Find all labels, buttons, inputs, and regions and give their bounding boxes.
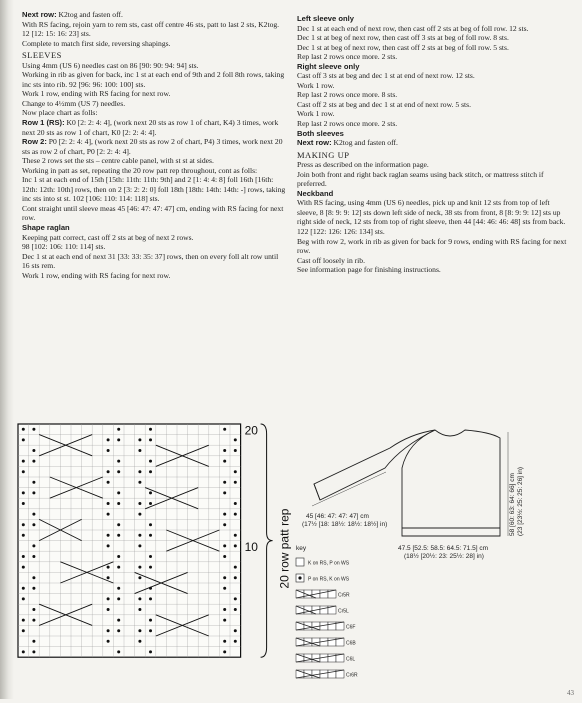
purl-dot bbox=[117, 555, 120, 558]
instruction-line bbox=[297, 71, 567, 81]
measurement-label: 45 [46: 47: 47: 47] cm bbox=[306, 513, 369, 520]
key-label: P on RS, K on WS bbox=[308, 576, 350, 583]
purl-dot bbox=[149, 523, 152, 526]
bold-label: Right sleeve only bbox=[297, 61, 360, 71]
instruction-text: 122 [122: 126: 126: 134] sts. bbox=[297, 227, 385, 237]
instruction-line bbox=[22, 204, 286, 223]
measurement-label: (23 [23½: 25: 25: 26] in) bbox=[517, 466, 524, 536]
instruction-text: Cast off 3 sts at beg and dec 1 st at end of next row. 12 sts. bbox=[297, 71, 475, 81]
instruction-text: K2tog and fasten off. bbox=[56, 10, 123, 19]
purl-dot bbox=[223, 428, 226, 431]
instruction-text: Using 4mm (US 6) needles cast on 86 [90: 90: 94: 94] sts. bbox=[22, 60, 199, 70]
purl-dot bbox=[138, 544, 141, 547]
instruction-line bbox=[297, 129, 567, 139]
instruction-line bbox=[297, 43, 567, 53]
bold-label: Neckband bbox=[297, 188, 334, 198]
instruction-line bbox=[297, 62, 567, 72]
purl-dot bbox=[107, 449, 110, 452]
instruction-line bbox=[22, 70, 286, 89]
instruction-line bbox=[297, 237, 567, 256]
purl-dot bbox=[234, 534, 237, 537]
instruction-line bbox=[297, 198, 567, 227]
purl-dot bbox=[223, 449, 226, 452]
instruction-text: Complete to match first side, reversing shapings. bbox=[22, 38, 171, 48]
purl-dot bbox=[117, 491, 120, 494]
purl-dot bbox=[138, 566, 141, 569]
purl-dot bbox=[107, 534, 110, 537]
purl-dot bbox=[107, 481, 110, 484]
bold-label: Left sleeve only bbox=[297, 14, 354, 23]
purl-dot bbox=[107, 544, 110, 547]
purl-dot bbox=[32, 428, 35, 431]
purl-dot bbox=[234, 502, 237, 505]
instruction-text: Dec 1 st at beg of next row, then cast off 3 sts at beg of foll row. 8 sts. bbox=[297, 33, 509, 43]
purl-dot bbox=[32, 619, 35, 622]
instruction-line bbox=[22, 137, 286, 156]
instruction-line bbox=[297, 160, 567, 170]
instruction-line bbox=[22, 166, 286, 176]
purl-dot bbox=[22, 650, 25, 653]
instruction-line bbox=[297, 14, 567, 24]
purl-dot bbox=[107, 470, 110, 473]
purl-dot bbox=[117, 587, 120, 590]
instruction-text: Change to 4½mm (US 7) needles. bbox=[22, 98, 126, 108]
purl-dot bbox=[117, 438, 120, 441]
purl-dot bbox=[234, 438, 237, 441]
purl-dot bbox=[107, 513, 110, 516]
instruction-text: With RS facing, rejoin yarn to rem sts, cast off centre 46 sts, patt to last 2 sts, K2tog. 12 [12: 15: 16: 23] sts. bbox=[22, 19, 280, 39]
instruction-text: Press as described on the information page. bbox=[297, 160, 429, 170]
purl-dot bbox=[117, 650, 120, 653]
instruction-text: Join both front and right back raglan seams using back stitch, or mattress stitch if preferred. bbox=[297, 169, 544, 189]
purl-dot bbox=[107, 629, 110, 632]
purl-dot bbox=[149, 619, 152, 622]
purl-dot bbox=[32, 544, 35, 547]
purl-dot bbox=[32, 640, 35, 643]
section-heading: MAKING UP bbox=[297, 149, 350, 160]
instruction-line bbox=[22, 118, 286, 137]
purl-dot bbox=[32, 576, 35, 579]
instruction-line bbox=[22, 61, 286, 71]
purl-dot bbox=[32, 513, 35, 516]
purl-dot bbox=[234, 640, 237, 643]
purl-dot bbox=[107, 502, 110, 505]
instruction-text: Beg with row 2, work in rib as given for back for 9 rows, ending with RS facing for next row. bbox=[297, 236, 567, 256]
purl-dot bbox=[234, 629, 237, 632]
purl-dot bbox=[22, 534, 25, 537]
instruction-line bbox=[22, 99, 286, 109]
purl-dot bbox=[138, 470, 141, 473]
key-label: Cr6R bbox=[346, 672, 358, 679]
purl-dot bbox=[32, 587, 35, 590]
purl-dot bbox=[223, 491, 226, 494]
instruction-line bbox=[297, 138, 567, 148]
purl-dot bbox=[107, 576, 110, 579]
instruction-line bbox=[297, 33, 567, 43]
purl-dot bbox=[22, 460, 25, 463]
instruction-line bbox=[22, 252, 286, 271]
purl-dot bbox=[32, 523, 35, 526]
purl-dot bbox=[234, 608, 237, 611]
instruction-line bbox=[297, 109, 567, 119]
instruction-line bbox=[22, 10, 286, 20]
purl-dot bbox=[22, 502, 25, 505]
instruction-line bbox=[297, 256, 567, 266]
purl-dot bbox=[234, 513, 237, 516]
bold-label: Shape raglan bbox=[22, 223, 70, 233]
purl-dot bbox=[22, 619, 25, 622]
purl-dot bbox=[149, 534, 152, 537]
instruction-line bbox=[22, 223, 286, 233]
instruction-text: P0 [2: 2: 4: 4], (work next 20 sts as row 2 of chart, P4) 3 times, work next 20 sts as row 2 of chart, P0 [2: 2: 4: 4]. bbox=[22, 137, 283, 156]
instruction-text: Rep last 2 rows once more. 2 sts. bbox=[297, 119, 398, 129]
instruction-text: Keeping patt correct, cast off 2 sts at beg of next 2 rows. bbox=[22, 232, 194, 242]
rep-label: 20 row patt rep bbox=[277, 508, 292, 589]
bold-label: Next row: bbox=[22, 10, 57, 19]
instruction-text: Dec 1 st at beg of next row, then cast off 2 sts at beg of foll row. 5 sts. bbox=[297, 42, 509, 52]
measurement-label: (17½ [18: 18½: 18½: 18½] in) bbox=[302, 521, 388, 528]
purl-dot bbox=[32, 449, 35, 452]
purl-dot bbox=[234, 597, 237, 600]
key-swatch bbox=[320, 606, 328, 614]
purl-dot bbox=[138, 629, 141, 632]
purl-dot bbox=[32, 650, 35, 653]
instruction-text: Dec 1 st at each end of next 31 [33: 33: 35: 37] rows, then on every foll alt row until 16 sts rem. bbox=[22, 251, 279, 271]
instruction-line bbox=[297, 100, 567, 110]
key-label: C6B bbox=[346, 640, 356, 647]
instruction-line bbox=[22, 175, 286, 204]
instruction-text: See information page for finishing instructions. bbox=[297, 265, 441, 275]
purl-dot bbox=[138, 608, 141, 611]
purl-dot bbox=[223, 608, 226, 611]
purl-dot bbox=[32, 608, 35, 611]
cuff-line bbox=[314, 484, 320, 500]
purl-dot bbox=[32, 491, 35, 494]
garment-diagram bbox=[290, 418, 560, 703]
purl-dot bbox=[138, 502, 141, 505]
right-text-column bbox=[297, 14, 567, 275]
measurement-label: 58 [60: 63: 64: 66] cm bbox=[509, 473, 516, 536]
purl-dot bbox=[223, 481, 226, 484]
purl-dot bbox=[22, 587, 25, 590]
instruction-text: These 2 rows set the sts – centre cable panel, with st st at sides. bbox=[22, 156, 214, 166]
purl-dot bbox=[138, 640, 141, 643]
purl-dot bbox=[107, 438, 110, 441]
purl-dot bbox=[117, 470, 120, 473]
instruction-text: Work 1 row, ending with RS facing for next row. bbox=[22, 89, 171, 99]
bold-label: Row 2: bbox=[22, 137, 47, 147]
instruction-line bbox=[22, 242, 286, 252]
key-label: C6F bbox=[346, 624, 356, 631]
purl-dot bbox=[117, 566, 120, 569]
purl-dot bbox=[22, 470, 25, 473]
purl-dot bbox=[117, 460, 120, 463]
purl-dot bbox=[22, 555, 25, 558]
purl-dot bbox=[149, 502, 152, 505]
purl-dot bbox=[234, 566, 237, 569]
purl-dot bbox=[22, 428, 25, 431]
purl-dot bbox=[223, 650, 226, 653]
bold-label: Next row: bbox=[297, 138, 332, 148]
purl-dot bbox=[107, 640, 110, 643]
purl-dot bbox=[149, 491, 152, 494]
purl-dot bbox=[22, 597, 25, 600]
instruction-line bbox=[22, 271, 286, 281]
purl-dot bbox=[117, 428, 120, 431]
purl-dot bbox=[223, 576, 226, 579]
instruction-line bbox=[22, 108, 286, 118]
purl-dot bbox=[117, 629, 120, 632]
book-spine-shadow bbox=[0, 0, 14, 699]
purl-dot bbox=[149, 566, 152, 569]
purl-dot bbox=[234, 470, 237, 473]
instruction-text: 98 [102: 106: 110: 114] sts. bbox=[22, 242, 106, 252]
purl-dot bbox=[149, 438, 152, 441]
purl-dot bbox=[149, 470, 152, 473]
instruction-line bbox=[297, 189, 567, 199]
purl-dot bbox=[223, 460, 226, 463]
instruction-line bbox=[297, 227, 567, 237]
instruction-line bbox=[22, 39, 286, 49]
purl-dot bbox=[22, 566, 25, 569]
instruction-text: Dec 1 st at each end of next row, then cast off 2 sts at beg of foll row. 12 sts. bbox=[297, 23, 529, 33]
key-swatch bbox=[320, 590, 328, 598]
instruction-line bbox=[297, 265, 567, 275]
instruction-text: K2tog and fasten off. bbox=[331, 138, 398, 148]
instruction-text: Rep last 2 rows once more. 8 sts. bbox=[297, 90, 398, 100]
cable-chart bbox=[16, 420, 292, 677]
left-text-column bbox=[22, 10, 286, 280]
purl-dot bbox=[149, 555, 152, 558]
bold-label: Row 1 (RS): bbox=[22, 118, 65, 128]
rep-brace bbox=[261, 424, 273, 657]
instruction-line bbox=[22, 89, 286, 99]
purl-dot bbox=[22, 491, 25, 494]
purl-dot bbox=[223, 587, 226, 590]
purl-dot bbox=[138, 513, 141, 516]
key-swatch bbox=[296, 558, 304, 566]
instruction-line bbox=[297, 52, 567, 62]
chart-row-label: 20 bbox=[244, 423, 258, 438]
purl-dot bbox=[223, 523, 226, 526]
purl-dot bbox=[117, 597, 120, 600]
purl-dot bbox=[149, 629, 152, 632]
purl-dot bbox=[117, 523, 120, 526]
measurement-label: 47.5 [52.5: 58.5: 64.5: 71.5] cm bbox=[398, 545, 488, 552]
instruction-text: Inc 1 st at each end of 15th [15th: 11th: 11th: 9th] and 2 [1: 4: 4: 8] foll 16th [16th: 12th: 12th: 10th] rows, then on 2 [3: 2: 2: 0] foll 18th [18th: 14th: 14th: -] rows, taking inc sts into st st. 102 [106: 110: 114: 118] sts. bbox=[22, 175, 286, 204]
purl-dot bbox=[234, 544, 237, 547]
purl-dot bbox=[22, 629, 25, 632]
instruction-text: Work 1 row. bbox=[297, 109, 335, 119]
chart-row-label: 10 bbox=[244, 540, 258, 555]
purl-dot bbox=[117, 534, 120, 537]
purl-dot bbox=[22, 438, 25, 441]
purl-dot bbox=[234, 481, 237, 484]
purl-dot bbox=[234, 576, 237, 579]
instruction-line bbox=[22, 233, 286, 243]
purl-dot bbox=[32, 460, 35, 463]
purl-dot bbox=[223, 619, 226, 622]
purl-dot bbox=[138, 438, 141, 441]
bold-label: Both sleeves bbox=[297, 128, 344, 138]
purl-dot bbox=[223, 513, 226, 516]
instruction-text: Work 1 row, ending with RS facing for next row. bbox=[22, 270, 171, 280]
instruction-line bbox=[297, 119, 567, 129]
purl-dot bbox=[32, 555, 35, 558]
instruction-text: K0 [2: 2: 4: 4], (work next 20 sts as row 1 of chart, K4) 3 times, work next 20 sts as row 1 of chart, K0 [2: 2: 4: 4]. bbox=[22, 118, 279, 137]
section-heading: SLEEVES bbox=[22, 50, 62, 61]
purl-dot bbox=[149, 460, 152, 463]
purl-dot bbox=[149, 597, 152, 600]
key-label: C6L bbox=[346, 656, 356, 663]
purl-dot bbox=[107, 597, 110, 600]
body-outline bbox=[402, 430, 500, 536]
instruction-text: Work 1 row. bbox=[297, 80, 335, 90]
purl-dot bbox=[107, 566, 110, 569]
instruction-text: Cast off loosely in rib. bbox=[297, 255, 365, 265]
key-label: Cr5R bbox=[338, 592, 350, 599]
purl-dot bbox=[138, 534, 141, 537]
purl-dot bbox=[149, 650, 152, 653]
purl-dot-icon bbox=[298, 576, 301, 579]
instruction-line bbox=[297, 24, 567, 34]
instruction-text: Rep last 2 rows once more. 2 sts. bbox=[297, 52, 398, 62]
purl-dot bbox=[223, 640, 226, 643]
purl-dot bbox=[223, 544, 226, 547]
purl-dot bbox=[138, 597, 141, 600]
instruction-line bbox=[22, 156, 286, 166]
purl-dot bbox=[117, 619, 120, 622]
purl-dot bbox=[234, 449, 237, 452]
purl-dot bbox=[138, 576, 141, 579]
instruction-line bbox=[297, 81, 567, 91]
sleeve-dim-line bbox=[312, 472, 386, 506]
instruction-text: Working in patt as set, repeating the 20 row patt rep throughout, cont as folls: bbox=[22, 165, 258, 175]
purl-dot bbox=[223, 555, 226, 558]
key-label: K on RS, P on WS bbox=[308, 560, 350, 567]
instruction-line bbox=[297, 90, 567, 100]
sleeve-outline bbox=[314, 430, 435, 500]
purl-dot bbox=[138, 449, 141, 452]
instruction-line bbox=[297, 170, 567, 189]
purl-dot bbox=[117, 502, 120, 505]
instruction-text: Now place chart as folls: bbox=[22, 108, 98, 118]
measurement-label: (18½ [20½: 23: 25½: 28] in) bbox=[404, 553, 484, 560]
instruction-text: Cont straight until sleeve meas 45 [46: 47: 47: 47] cm, ending with RS facing for next row. bbox=[22, 203, 284, 223]
instruction-line bbox=[22, 20, 286, 39]
key-label: Cr5L bbox=[338, 608, 349, 615]
page-number: 43 bbox=[567, 689, 574, 697]
instruction-text: Cast off 2 sts at beg and dec 1 st at end of next row. 5 sts. bbox=[297, 99, 471, 109]
purl-dot bbox=[138, 481, 141, 484]
instruction-text: With RS facing, using 4mm (US 6) needles, pick up and knit 12 sts from top of left sleeve, 8 [8: 9: 9: 12] sts down left side of neck, 38 sts from front, 8 [8: 9: 9: 12] sts up right side of neck, 12 sts from top of right sleeve, then 44 [44: 46: 46: 48] sts from back. bbox=[297, 198, 566, 227]
purl-dot bbox=[107, 608, 110, 611]
instruction-text: Working in rib as given for back, inc 1 st at each end of 9th and 2 foll 8th rows, taking inc sts into rib. 92 [96: 96: 100: 100] sts. bbox=[22, 70, 285, 89]
purl-dot bbox=[32, 481, 35, 484]
key-title: key bbox=[296, 545, 307, 552]
purl-dot bbox=[22, 523, 25, 526]
purl-dot bbox=[149, 428, 152, 431]
